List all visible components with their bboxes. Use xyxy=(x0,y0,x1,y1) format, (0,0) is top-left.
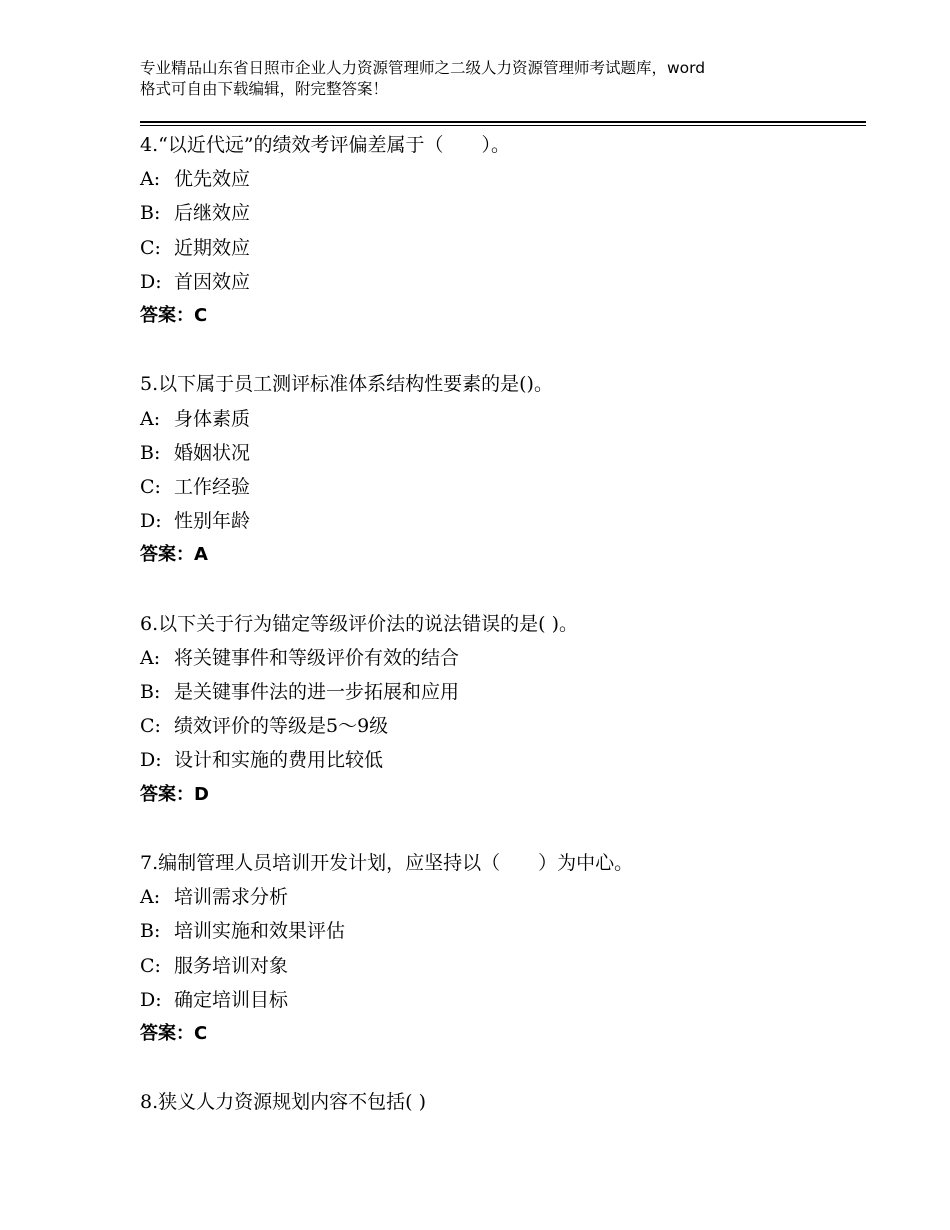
question-stem: 6.以下关于行为锚定等级评价法的说法错误的是( )。 xyxy=(140,612,578,635)
spacer xyxy=(140,1051,860,1085)
header-divider-thin xyxy=(140,125,866,126)
header-line-2: 格式可自由下载编辑，附完整答案！ xyxy=(140,80,389,98)
header-line-1: 专业精品山东省日照市企业人力资源管理师之二级人力资源管理师考试题库，word xyxy=(140,59,706,77)
option-key: B: xyxy=(140,920,161,943)
page-header xyxy=(140,58,840,100)
option-key: A: xyxy=(140,646,161,669)
option-key: D: xyxy=(140,749,162,772)
option-text: 设计和实施的费用比较低 xyxy=(174,749,384,772)
option-a xyxy=(140,641,860,675)
option-d xyxy=(140,265,860,299)
answer: 答案：D xyxy=(140,783,209,805)
option-text: 性别年龄 xyxy=(174,510,251,533)
question-stem: 8.狭义人力资源规划内容不包括( ) xyxy=(140,1091,426,1114)
option-d xyxy=(140,983,860,1017)
option-key: B: xyxy=(140,681,161,703)
header-divider-thick xyxy=(140,121,866,123)
option-text: 是关键事件法的进一步拓展和应用 xyxy=(174,681,460,703)
option-a xyxy=(140,402,860,436)
option-b xyxy=(140,436,860,470)
option-b xyxy=(140,196,860,230)
question-6 xyxy=(140,607,860,846)
question-5 xyxy=(140,367,860,606)
option-key: C: xyxy=(140,954,161,977)
option-key: D: xyxy=(140,510,162,533)
option-text: 身体素质 xyxy=(174,407,251,430)
option-text: 服务培训对象 xyxy=(174,954,289,977)
option-c xyxy=(140,709,860,743)
option-key: C: xyxy=(140,236,161,259)
spacer xyxy=(140,333,860,367)
option-key: D: xyxy=(140,270,162,293)
answer: 答案：C xyxy=(140,304,208,326)
spacer xyxy=(140,812,860,846)
option-d xyxy=(140,504,860,538)
option-key: A: xyxy=(140,168,161,191)
option-key: C: xyxy=(140,715,161,738)
option-c xyxy=(140,470,860,504)
option-a xyxy=(140,162,860,196)
option-a xyxy=(140,880,860,914)
question-stem: 5.以下属于员工测评标准体系结构性要素的是()。 xyxy=(140,373,553,396)
option-key: B: xyxy=(140,202,161,225)
option-text: 确定培训目标 xyxy=(174,988,289,1011)
answer: 答案：A xyxy=(140,544,208,566)
option-b xyxy=(140,914,860,948)
question-list xyxy=(140,128,860,1119)
option-text: 优先效应 xyxy=(174,168,251,191)
question-stem: 7.编制管理人员培训开发计划，应坚持以（ ）为中心。 xyxy=(140,851,634,874)
option-key: D: xyxy=(140,988,162,1011)
option-text: 婚姻状况 xyxy=(174,441,251,464)
option-key: A: xyxy=(140,407,161,430)
question-8 xyxy=(140,1085,860,1119)
option-c xyxy=(140,949,860,983)
question-4 xyxy=(140,128,860,367)
option-text: 培训需求分析 xyxy=(174,886,289,909)
option-text: 近期效应 xyxy=(174,236,251,259)
option-text: 培训实施和效果评估 xyxy=(174,920,346,943)
option-text: 首因效应 xyxy=(174,270,251,293)
option-key: C: xyxy=(140,475,161,498)
option-b xyxy=(140,675,860,709)
option-text: 工作经验 xyxy=(174,475,251,498)
option-text: 绩效评价的等级是5～9级 xyxy=(174,715,389,738)
option-key: B: xyxy=(140,441,161,464)
question-7 xyxy=(140,846,860,1085)
option-c xyxy=(140,231,860,265)
option-d xyxy=(140,743,860,777)
spacer xyxy=(140,572,860,606)
option-text: 将关键事件和等级评价有效的结合 xyxy=(174,646,460,669)
answer: 答案：C xyxy=(140,1022,208,1044)
question-stem: 4.“以近代远”的绩效考评偏差属于（ ）。 xyxy=(140,134,511,156)
option-text: 后继效应 xyxy=(174,202,251,225)
option-key: A: xyxy=(140,886,161,909)
